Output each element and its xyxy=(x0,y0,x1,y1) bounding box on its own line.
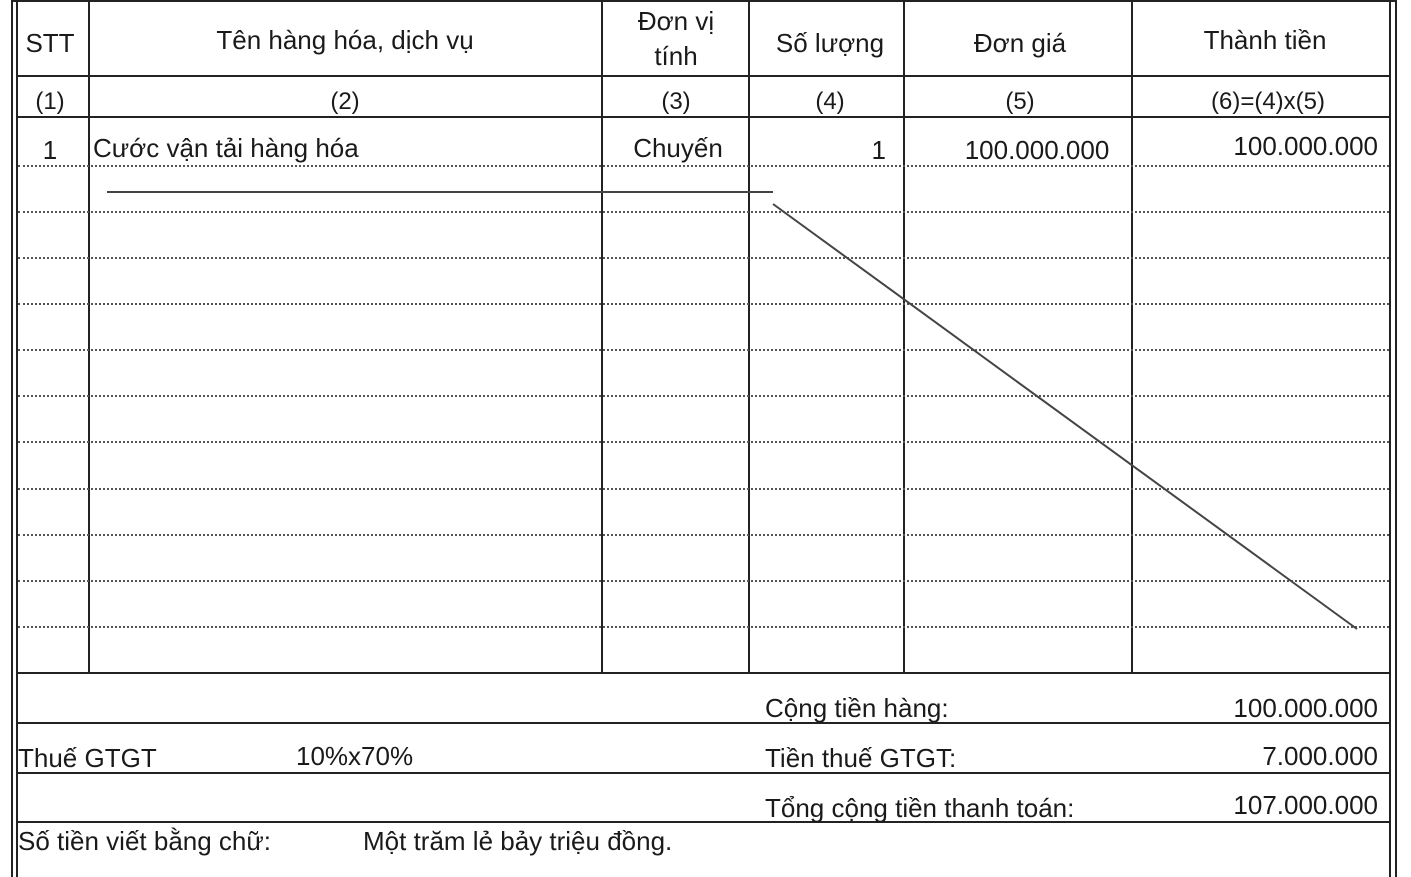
index-col-5: (5) xyxy=(1005,88,1035,115)
header-unit-price: Đơn giá xyxy=(973,28,1067,58)
index-col-3: (3) xyxy=(661,88,691,115)
amount-in-words-label: Số tiền viết bằng chữ: xyxy=(18,826,272,856)
header-unit-line2: tính xyxy=(654,41,698,71)
item-unit-price: 100.000.000 xyxy=(964,135,1110,165)
item-name: Cước vận tải hàng hóa xyxy=(93,133,359,163)
item-unit: Chuyến xyxy=(633,133,723,163)
subtotal-value: 100.000.000 xyxy=(1233,693,1378,723)
vat-amount-value: 7.000.000 xyxy=(1262,741,1378,771)
header-unit-line1: Đơn vị xyxy=(637,6,715,36)
vat-amount-label: Tiền thuế GTGT: xyxy=(765,743,957,773)
header-quantity: Số lượng xyxy=(775,28,885,58)
index-col-6: (6)=(4)x(5) xyxy=(1210,88,1326,115)
header-amount: Thành tiền xyxy=(1203,25,1327,55)
subtotal-label: Cộng tiền hàng: xyxy=(765,693,949,723)
item-quantity: 1 xyxy=(871,135,886,165)
grand-total-label: Tổng cộng tiền thanh toán: xyxy=(765,793,1075,823)
grand-total-value: 107.000.000 xyxy=(1233,790,1378,820)
item-amount: 100.000.000 xyxy=(1233,131,1378,161)
strike-diagonal-line xyxy=(773,204,1357,629)
index-col-2: (2) xyxy=(330,88,360,115)
amount-in-words-value: Một trăm lẻ bảy triệu đồng. xyxy=(363,826,673,856)
item-stt: 1 xyxy=(42,135,58,165)
header-stt: STT xyxy=(25,28,75,58)
vat-label: Thuế GTGT xyxy=(18,743,157,773)
vat-rate: 10%x70% xyxy=(296,741,414,771)
index-col-1: (1) xyxy=(35,88,65,115)
header-item-name: Tên hàng hóa, dịch vụ xyxy=(216,25,474,55)
index-col-4: (4) xyxy=(815,88,845,115)
